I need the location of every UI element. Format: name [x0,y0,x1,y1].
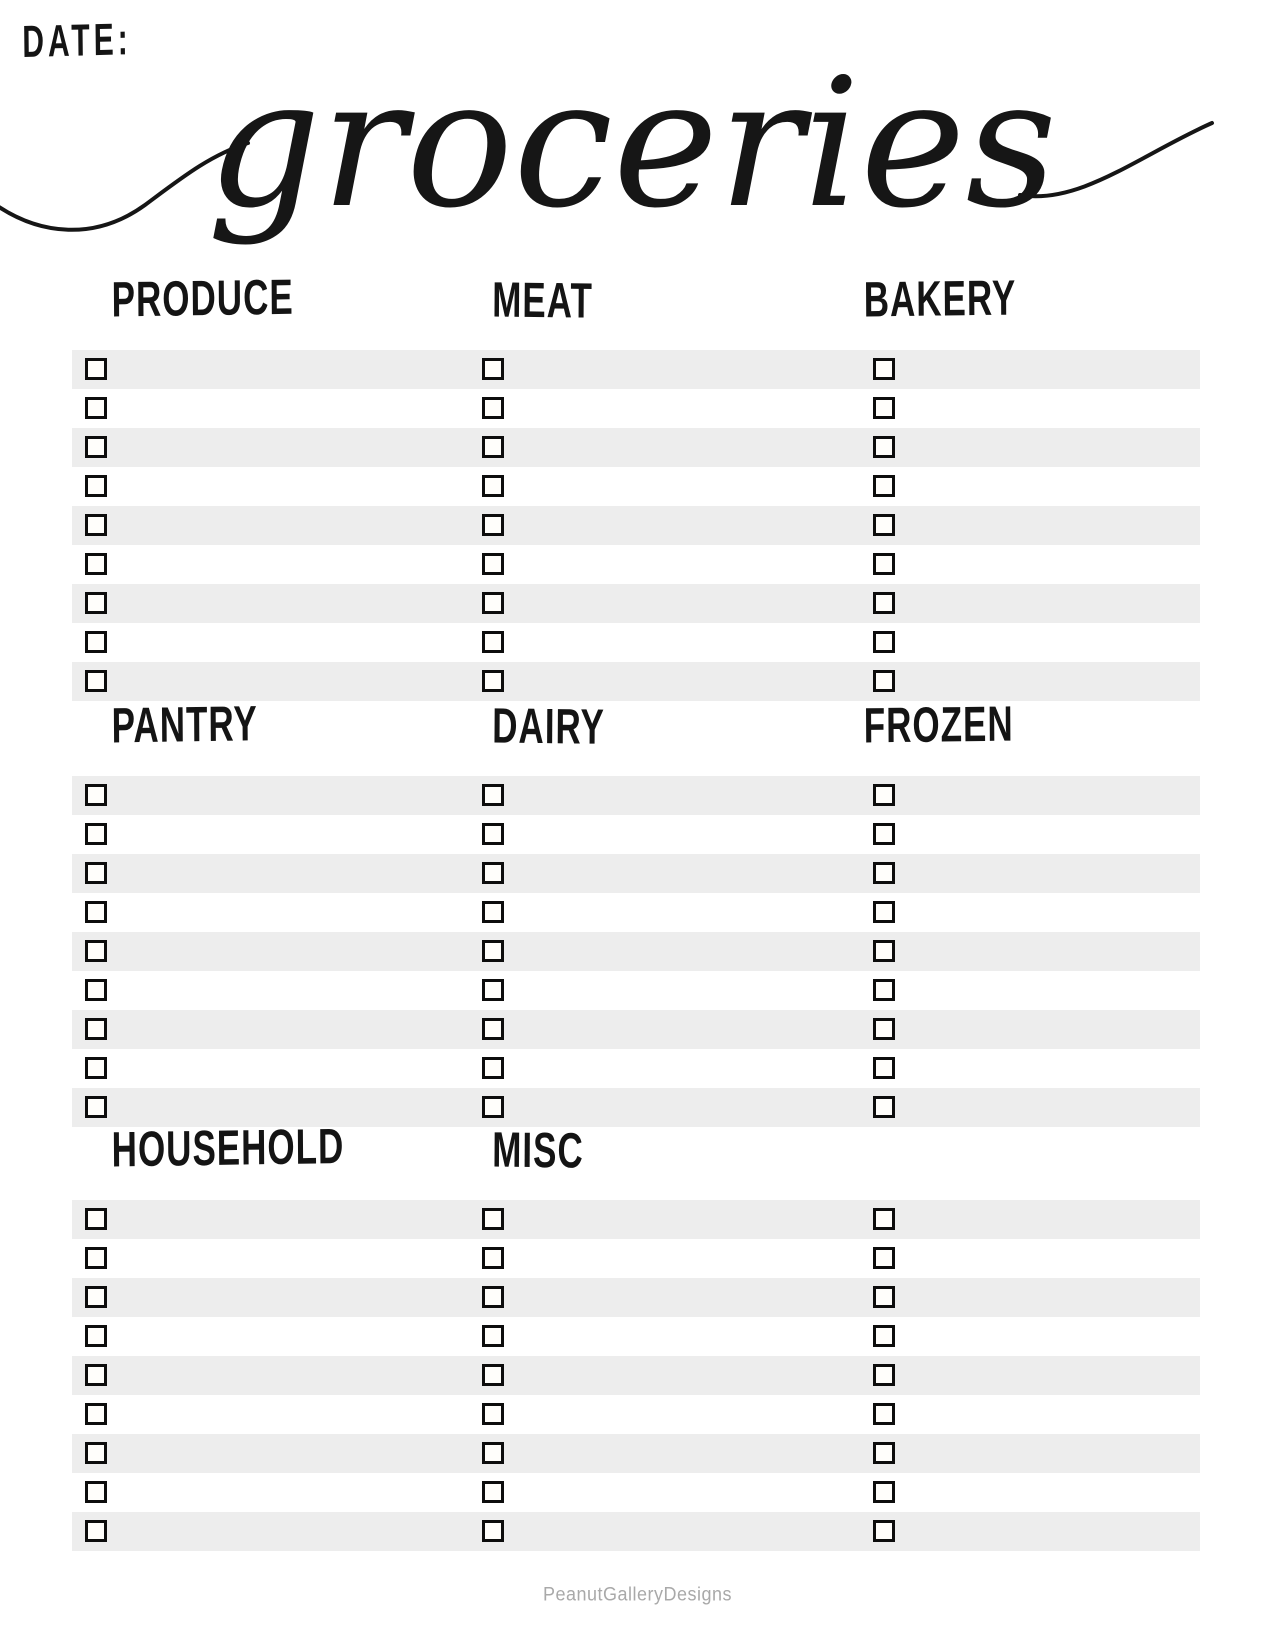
checkbox[interactable] [85,784,107,806]
section-rows [72,1200,1200,1551]
checkbox[interactable] [482,397,504,419]
checkbox[interactable] [482,784,504,806]
checkbox[interactable] [85,553,107,575]
checkbox[interactable] [873,475,895,497]
checkbox[interactable] [85,475,107,497]
checkbox[interactable] [482,1247,504,1269]
item-row [72,1434,1200,1473]
item-row [72,467,1200,506]
checkbox[interactable] [482,901,504,923]
checkbox[interactable] [873,358,895,380]
checkbox[interactable] [85,1286,107,1308]
item-row [72,1356,1200,1395]
checkbox[interactable] [873,784,895,806]
item-row [72,776,1200,815]
checkbox[interactable] [873,397,895,419]
checkbox[interactable] [873,1208,895,1230]
item-row [72,1010,1200,1049]
checkbox[interactable] [482,1018,504,1040]
checkbox[interactable] [85,862,107,884]
item-row [72,350,1200,389]
checkbox[interactable] [85,631,107,653]
checkbox[interactable] [482,1442,504,1464]
item-row [72,815,1200,854]
checkbox[interactable] [85,1520,107,1542]
checkbox[interactable] [482,1286,504,1308]
section-header: MEAT [492,272,593,330]
item-row [72,893,1200,932]
checkbox[interactable] [482,1057,504,1079]
page-title: groceries [207,40,1057,247]
checkbox[interactable] [873,1442,895,1464]
section-rows [72,776,1200,1127]
checkbox[interactable] [85,1403,107,1425]
item-row [72,1278,1200,1317]
checkbox[interactable] [482,979,504,1001]
checkbox[interactable] [482,358,504,380]
checkbox[interactable] [873,1403,895,1425]
checkbox[interactable] [482,514,504,536]
item-row [72,389,1200,428]
section-header: BAKERY [863,270,1017,328]
item-row [72,623,1200,662]
checkbox[interactable] [482,1403,504,1425]
item-row [72,1473,1200,1512]
checkbox[interactable] [85,901,107,923]
checkbox[interactable] [482,475,504,497]
checkbox[interactable] [482,1481,504,1503]
checkbox[interactable] [873,1520,895,1542]
checkbox[interactable] [482,1364,504,1386]
item-row [72,1512,1200,1551]
checkbox[interactable] [873,592,895,614]
checkbox[interactable] [482,1520,504,1542]
item-row [72,1049,1200,1088]
checkbox[interactable] [85,358,107,380]
checkbox[interactable] [85,592,107,614]
checkbox[interactable] [873,631,895,653]
checkbox[interactable] [873,1481,895,1503]
checkbox[interactable] [482,940,504,962]
checkbox[interactable] [482,1208,504,1230]
item-row [72,1239,1200,1278]
item-row [72,584,1200,623]
checkbox[interactable] [873,514,895,536]
checkbox[interactable] [85,940,107,962]
checkbox[interactable] [85,1364,107,1386]
checkbox[interactable] [482,823,504,845]
checkbox[interactable] [85,823,107,845]
checkbox[interactable] [873,436,895,458]
checkbox[interactable] [85,1325,107,1347]
item-row [72,971,1200,1010]
checkbox[interactable] [85,979,107,1001]
section-header: DAIRY [492,698,606,756]
section-header: PANTRY [111,696,258,754]
checkbox[interactable] [873,901,895,923]
section-header: MISC [492,1122,584,1179]
checkbox[interactable] [873,862,895,884]
checkbox[interactable] [482,553,504,575]
checkbox[interactable] [482,631,504,653]
date-label: DATE: [22,15,132,68]
checkbox[interactable] [482,436,504,458]
checkbox[interactable] [85,436,107,458]
checkbox[interactable] [873,979,895,1001]
checkbox[interactable] [85,397,107,419]
checkbox[interactable] [873,1247,895,1269]
checkbox[interactable] [85,1057,107,1079]
checkbox[interactable] [85,1481,107,1503]
checkbox[interactable] [873,1325,895,1347]
section-header: HOUSEHOLD [111,1118,345,1178]
section-rows [72,350,1200,701]
item-row [72,1200,1200,1239]
section-header: FROZEN [863,696,1014,754]
item-row [72,428,1200,467]
checkbox[interactable] [873,940,895,962]
checkbox[interactable] [482,1325,504,1347]
item-row [72,545,1200,584]
checkbox[interactable] [873,1096,895,1118]
checkbox[interactable] [85,1096,107,1118]
checkbox[interactable] [873,1018,895,1040]
item-row [72,1317,1200,1356]
checkbox[interactable] [873,823,895,845]
checkbox[interactable] [482,862,504,884]
checkbox[interactable] [85,1442,107,1464]
checkbox[interactable] [873,1057,895,1079]
item-row [72,1395,1200,1434]
checkbox[interactable] [85,1247,107,1269]
footer-credit: PeanutGalleryDesigns [542,1582,733,1605]
checkbox[interactable] [85,514,107,536]
checkbox[interactable] [873,1364,895,1386]
checkbox[interactable] [873,553,895,575]
checkbox[interactable] [85,670,107,692]
item-row [72,506,1200,545]
item-row [72,854,1200,893]
item-row [72,932,1200,971]
checkbox[interactable] [85,1208,107,1230]
section-header: PRODUCE [111,269,294,328]
checkbox[interactable] [85,1018,107,1040]
checkbox[interactable] [482,592,504,614]
checkbox[interactable] [873,1286,895,1308]
